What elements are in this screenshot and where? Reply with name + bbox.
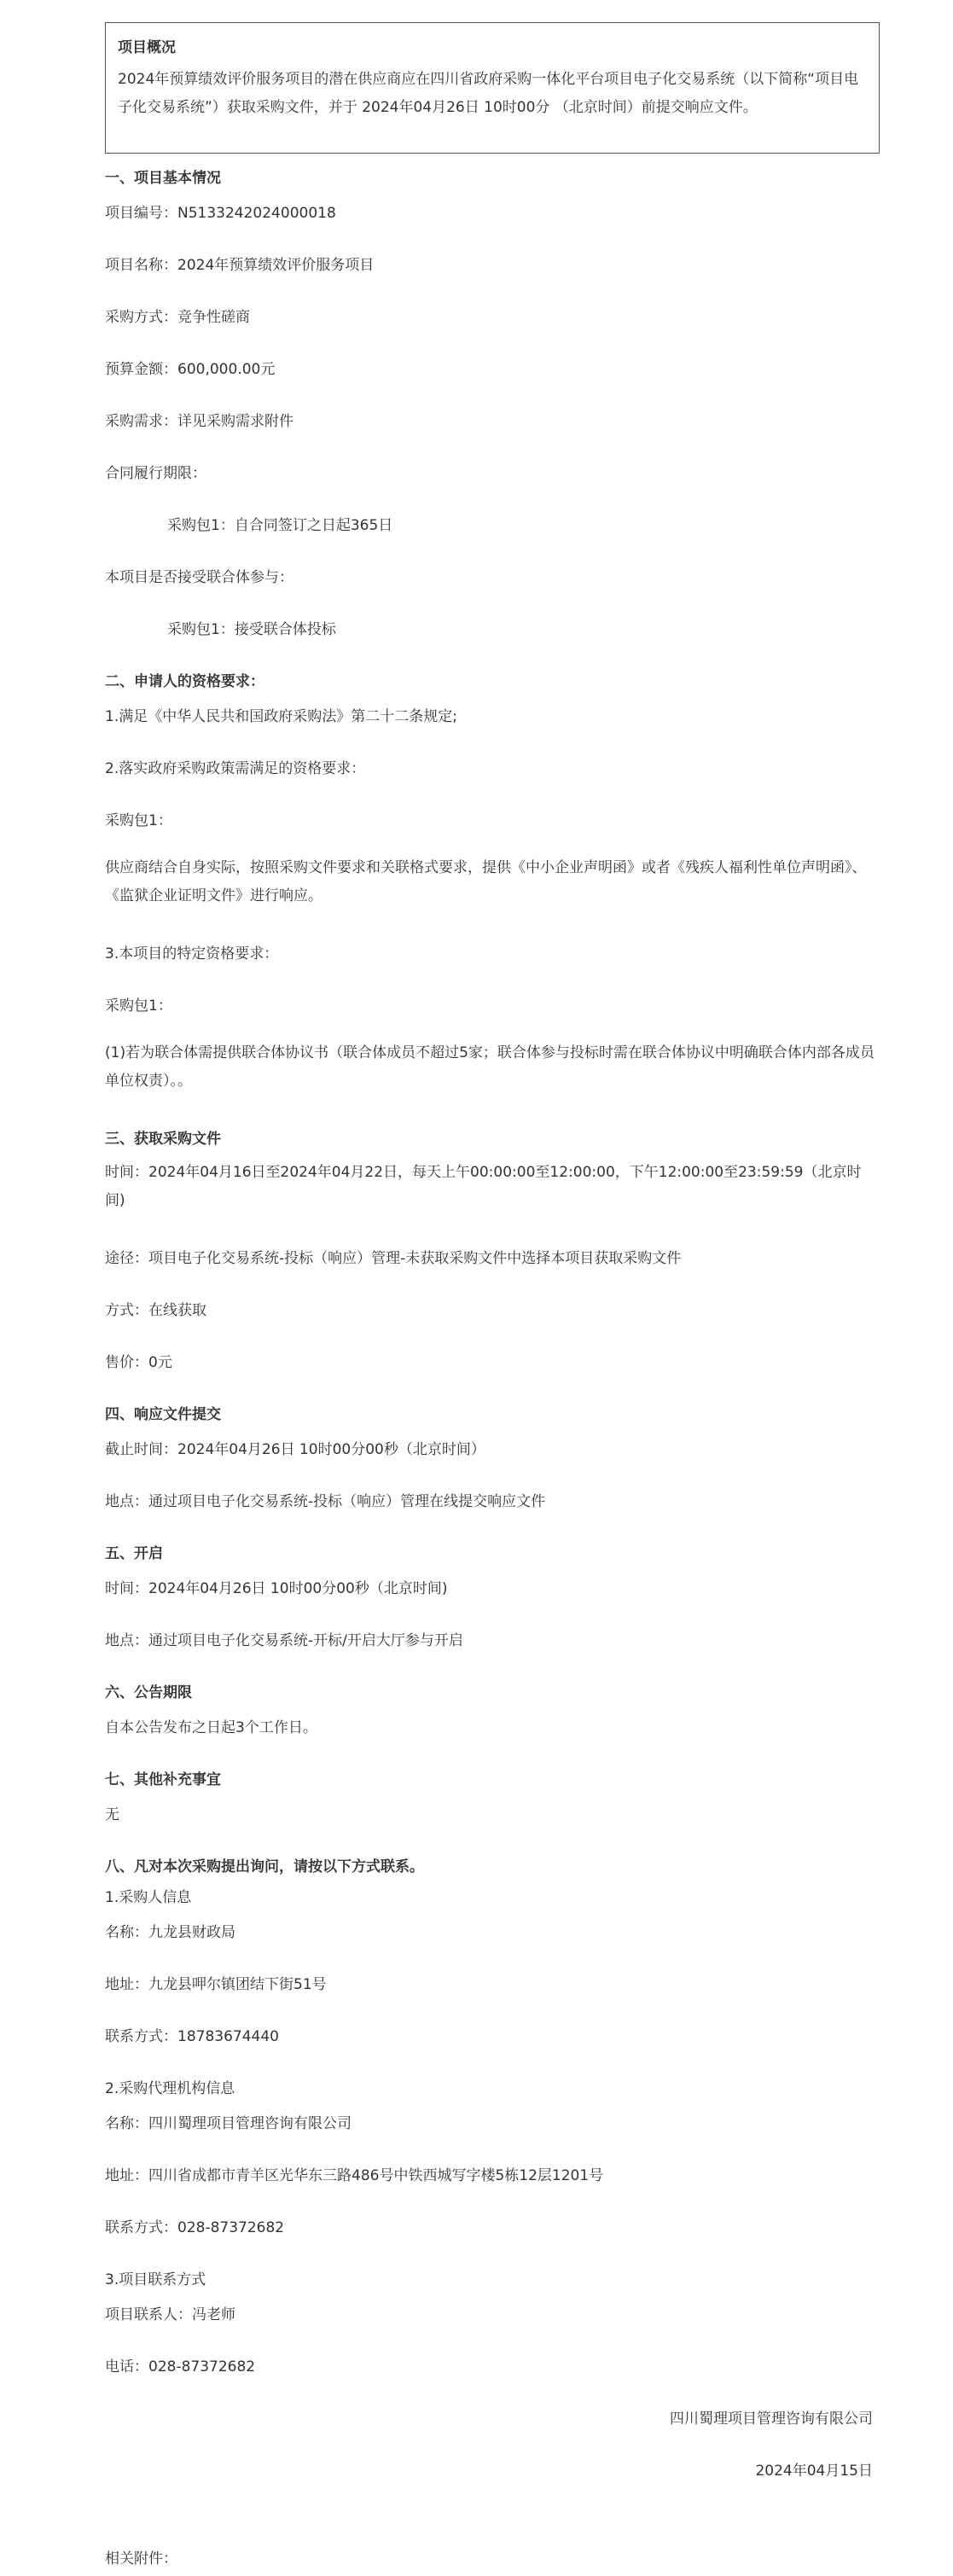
buyer-phone: 联系方式：18783674440	[105, 2028, 279, 2045]
package-label: 采购包1：	[105, 997, 172, 1015]
contract-period-label: 合同履行期限：	[105, 465, 206, 482]
supplementary-matters: 无	[105, 1806, 119, 1823]
section-1-heading: 一、项目基本情况	[105, 170, 221, 187]
acquisition-mode: 方式：在线获取	[105, 1302, 206, 1319]
buyer-name: 名称：九龙县财政局	[105, 1924, 235, 1941]
buyer-info-title: 1.采购人信息	[105, 1889, 192, 1906]
procurement-method: 采购方式：竞争性磋商	[105, 309, 250, 326]
buyer-address: 地址：九龙县呷尔镇团结下街51号	[105, 1976, 327, 1993]
attachments-label: 相关附件：	[105, 2550, 177, 2567]
contract-period-value: 采购包1：自合同签订之日起365日	[167, 517, 393, 534]
policy-requirement: 供应商结合自身实际，按照采购文件要求和关联格式要求，提供《中小企业声明函》或者《残疾人福利性单位声明函》、《监狱企业证明文件》进行响应。	[105, 859, 867, 904]
qualification-item-3: 3.本项目的特定资格要求：	[105, 945, 279, 962]
announcement-period: 自本公告发布之日起3个工作日。	[105, 1719, 317, 1736]
section-6-heading: 六、公告期限	[105, 1684, 192, 1701]
signature-organization: 四川蜀理项目管理咨询有限公司	[670, 2410, 873, 2428]
opening-place: 地点：通过项目电子化交易系统-开标/开启大厅参与开启	[105, 1632, 463, 1649]
overview-title: 项目概况	[118, 39, 176, 56]
project-name: 项目名称：2024年预算绩效评价服务项目	[105, 257, 375, 274]
section-4-heading: 四、响应文件提交	[105, 1406, 221, 1423]
overview-text: 2024年预算绩效评价服务项目的潜在供应商应在四川省政府采购一体化平台项目电子化交易系统（以下简称“项目电子化交易系统”）获取采购文件，并于 2024年04月26日 10时00分 （北京时间）前提交响应文件。	[118, 71, 859, 116]
project-contact-phone: 电话：028-87372682	[105, 2358, 256, 2375]
section-5-heading: 五、开启	[105, 1545, 163, 1562]
agent-phone: 联系方式：028-87372682	[105, 2219, 285, 2236]
section-8-heading: 八、凡对本次采购提出询问，请按以下方式联系。	[105, 1858, 424, 1875]
consortium-label: 本项目是否接受联合体参与：	[105, 569, 293, 586]
qualification-item-2: 2.落实政府采购政策需满足的资格要求：	[105, 760, 366, 777]
special-requirement: (1)若为联合体需提供联合体协议书（联合体成员不超过5家；联合体参与投标时需在联合体协议中明确联合体内部各成员单位权责）。。	[105, 1044, 875, 1090]
agent-address: 地址：四川省成都市青羊区光华东三路486号中铁西城写字楼5栋12层1201号	[105, 2167, 604, 2184]
submission-deadline: 截止时间：2024年04月26日 10时00分00秒（北京时间）	[105, 1441, 485, 1458]
procurement-needs: 采购需求：详见采购需求附件	[105, 413, 293, 430]
project-contact-person: 项目联系人：冯老师	[105, 2306, 235, 2323]
section-3-heading: 三、获取采购文件	[105, 1131, 221, 1148]
budget-amount: 预算金额：600,000.00元	[105, 361, 276, 378]
package-label: 采购包1：	[105, 812, 172, 829]
opening-time: 时间：2024年04月26日 10时00分00秒（北京时间)	[105, 1580, 448, 1597]
submission-place: 地点：通过项目电子化交易系统-投标（响应）管理在线提交响应文件	[105, 1493, 546, 1510]
acquisition-time: 时间：2024年04月16日至2024年04月22日，每天上午00:00:00至12:00:00，下午12:00:00至23:59:59（北京时间)	[105, 1164, 862, 1209]
agent-name: 名称：四川蜀理项目管理咨询有限公司	[105, 2115, 352, 2132]
section-2-heading: 二、申请人的资格要求：	[105, 673, 264, 690]
qualification-item-1: 1.满足《中华人民共和国政府采购法》第二十二条规定;	[105, 708, 457, 725]
consortium-value: 采购包1：接受联合体投标	[167, 621, 336, 638]
section-7-heading: 七、其他补充事宜	[105, 1771, 221, 1788]
project-contact-title: 3.项目联系方式	[105, 2271, 206, 2288]
document-price: 售价：0元	[105, 1354, 172, 1371]
project-overview-box	[105, 22, 880, 154]
acquisition-route: 途径：项目电子化交易系统-投标（响应）管理-未获取采购文件中选择本项目获取采购文件	[105, 1250, 682, 1267]
signature-date: 2024年04月15日	[755, 2463, 873, 2480]
agent-info-title: 2.采购代理机构信息	[105, 2080, 235, 2097]
project-number: 项目编号：N5133242024000018	[105, 205, 336, 222]
